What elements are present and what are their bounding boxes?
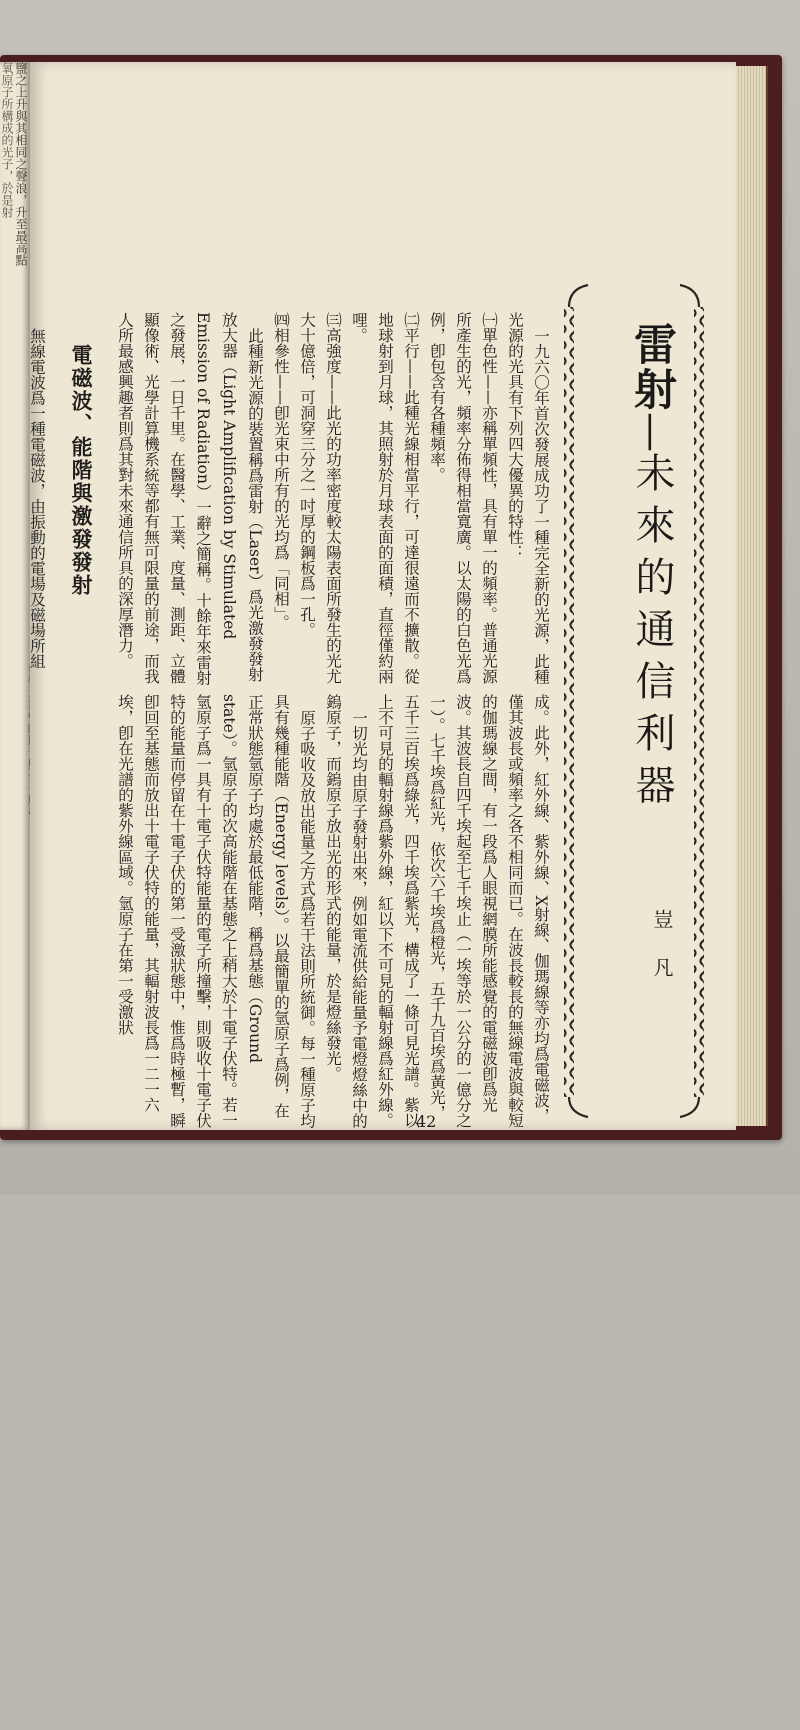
property-intensity: ㈢高強度——此光的功率密度較太陽表面所發生的光尤大十億倍，可洞穿三分之一吋厚的鋼板爲一孔。 [298, 312, 342, 684]
page-number: 42 [416, 1112, 437, 1131]
title-dash: — [629, 412, 675, 452]
spectrum-paragraph: 成。此外，紅外線、紫外線、X射線、伽瑪線等亦均爲電磁波，僅其波長或頻率之各不相同而已。在波長較長的無線電波與較短的伽瑪線之間，有一段爲人眼視網膜所能感覺的電磁波卽爲光波。其波長自四千埃起至七千埃止（一埃等於一公分的一億分之一）。七千埃爲紅光，依次六千埃爲橙光，五千九百埃爲黃光，五千三百埃爲綠光，四千埃爲紫光，構成了一條可見光譜。紫以上不可見的輻射線爲紫外線，紅以下不可見的輻射線爲紅外線。 [376, 694, 550, 1128]
title-subtitle: 未來的通信利器 [629, 452, 675, 816]
page-edges [736, 66, 768, 1126]
atom-emission-paragraph: 一切光均由原子發射出來，例如電流供給能量予電燈燈絲中的鎢原子，而鎢原子放出光的形式的能量，於是燈絲發光。 [324, 694, 368, 1128]
property-parallel: ㈡平行——此種光線相當平行，可達很遠而不擴散。從地球射到月球，其照射於月球表面的面積，直徑僅約兩哩。 [350, 312, 420, 684]
title-main: 雷射 [627, 322, 677, 412]
property-coherence: ㈣相參性——卽光束中所有的光均爲「同相」。 [272, 312, 290, 630]
laser-definition-paragraph: 此種新光源的裝置稱爲雷射（Laser）爲光激發發射放大器（Light Amplification by Stimulated Emission of Radiation）一辭之簡稱。十餘年來雷射之發展，一日千里。在醫學、工業、度量、測距、立體顯像術、光學計算機系統等都有無可限量的前途，而我人所最感興趣者則爲其對未來通信所具的深厚潛力。 [116, 312, 264, 686]
property-monochromatic: ㈠單色性——亦稱單頻性，具有單一的頻率。普通光源所產生的光，頻率分佈得相當寬廣。以太陽的白色光爲例，卽包含有各種頻率。 [428, 312, 498, 684]
section-heading: 電磁波、能階與激發發射 [69, 343, 94, 597]
intro-paragraph: 一九六〇年首次發展成功了一種完全新的光源，此種光源的光具有下列四大優異的特性： [506, 312, 550, 684]
upper-column-block [28, 312, 554, 687]
author-name: 豈凡 [650, 909, 674, 1005]
facing-page-text: 氧原子所構成的光子，於是射 [0, 62, 14, 218]
article-title [622, 322, 683, 816]
energy-levels-paragraph: 原子吸收及放出能量之方式爲若干法則所統御。每一種原子均具有幾種能階（Energy levels）。以最簡單的氫原子爲例，在正常狀態氫原子均處於最低能階，稱爲基態（Ground state）。氫原子的次高能階在基態之上稍大於十電子伏特。若一氫原子爲一具有十電子伏特能量的電子所撞擊，則吸收十電子伏特的能量而停留在十電子伏的第一受激狀態中，惟爲時極暫，瞬卽回至基態而放出十電子伏特的能量，其輻射波長爲一二一六埃，卽在光譜的紫外線區域。氫原子在第一受激狀 [116, 694, 316, 1129]
section-paragraph-start: 無線電波爲一種電磁波，由振動的電場及磁場所組 [28, 327, 46, 669]
book-page [30, 62, 736, 1130]
title-frame [558, 277, 710, 1122]
facing-page-text: 鹽之上升與其相同之聲浪，升至最高點 [14, 62, 28, 266]
lower-column-block [116, 694, 554, 1129]
